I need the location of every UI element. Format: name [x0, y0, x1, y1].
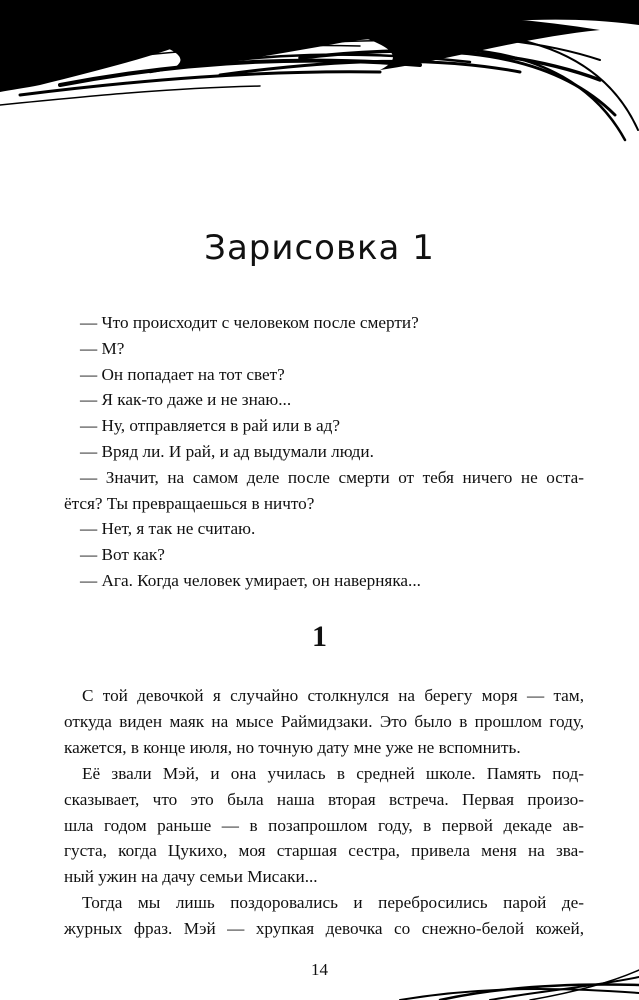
dialogue-line: — Ага. Когда человек умирает, он наверняка... [80, 570, 421, 590]
prose-line: ный ужин на дачу семьи Мисаки... [64, 867, 318, 887]
dialogue-line: — Нет, я так не считаю. [80, 519, 256, 539]
prose-block [64, 683, 584, 942]
page-number: 14 [311, 960, 328, 979]
dialogue-line: ётся? Ты превращаешься в ничто? [64, 493, 315, 513]
hair-strands-bottom [380, 965, 639, 1000]
dialogue-line: — Я как-то даже и не знаю... [80, 390, 292, 410]
section-number: 1 [312, 620, 327, 653]
chapter-title: Зарисовка 1 [204, 228, 435, 268]
prose-line: откуда виден маяк на мысе Раймидзаки. Это было в прошлом году, [64, 711, 584, 731]
dialogue-line: — М? [80, 338, 125, 358]
dialogue-line: — Ну, отправляется в рай или в ад? [80, 416, 341, 436]
dialogue-line: — Он попадает на тот свет? [80, 364, 285, 384]
prose-line: Тогда мы лишь поздоровались и перебросились парой де- [82, 893, 584, 913]
prose-line: журных фраз. Мэй — хрупкая девочка со снежно-белой кожей, [64, 919, 584, 939]
prose-line: кажется, в конце июля, но точную дату мне уже не вспомнить. [64, 737, 521, 757]
prose-line: С той девочкой я случайно столкнулся на берегу моря — там, [82, 686, 584, 705]
dialogue-line: — Что происходит с человеком после смерти? [80, 313, 419, 332]
dialogue-line: — Значит, на самом деле после смерти от тебя ничего не оста- [80, 467, 584, 487]
prose-line: густа, когда Цукихо, моя старшая сестра, привела меня на зва- [64, 841, 584, 861]
dialogue-line: — Вряд ли. И рай, и ад выдумали люди. [80, 441, 374, 461]
prose-line: шла годом раньше — в позапрошлом году, в первой декаде ав- [64, 815, 584, 835]
prose-line: Её звали Мэй, и она училась в средней школе. Память под- [82, 763, 584, 783]
dialogue-line: — Вот как? [80, 545, 165, 565]
hair-illustration [0, 0, 639, 150]
prose-line: сказывает, что это была наша вторая встреча. Первая произо- [64, 789, 584, 809]
dialogue-block [64, 310, 584, 594]
